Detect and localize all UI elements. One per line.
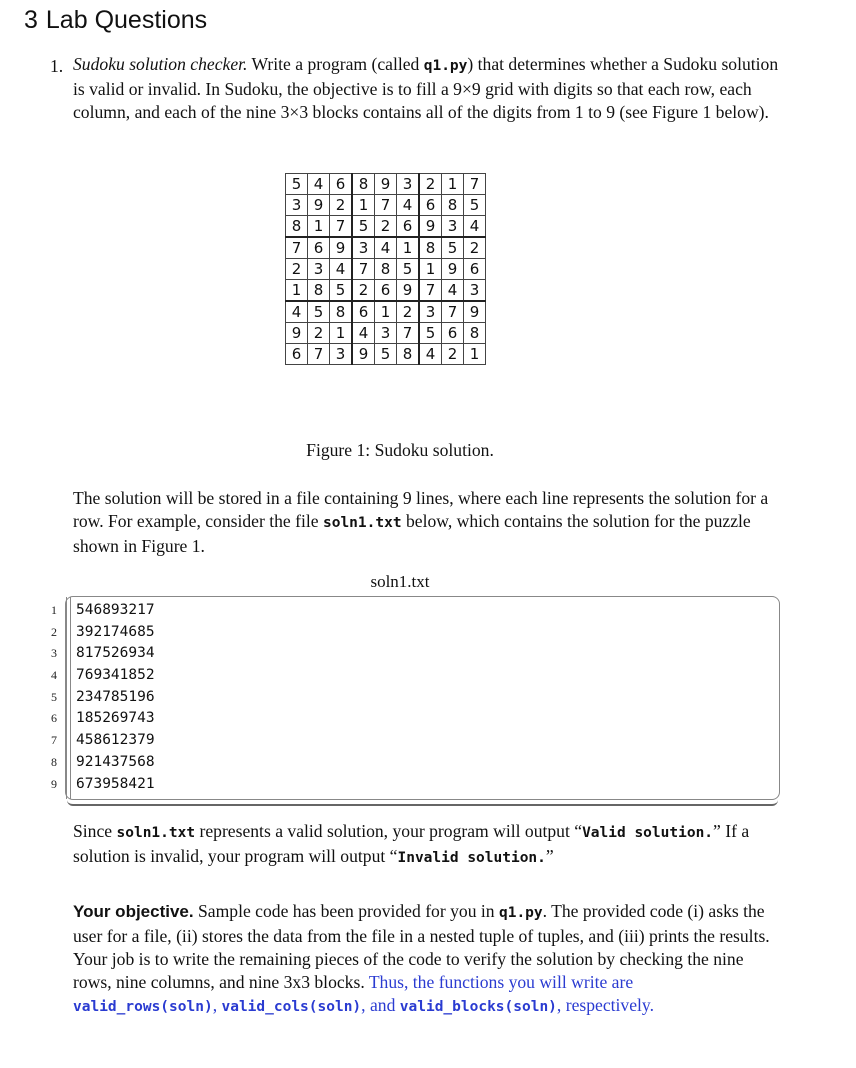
grid-cell: 7: [330, 216, 353, 238]
listing-line: 392174685: [76, 623, 155, 640]
grid-cell: 3: [464, 280, 486, 302]
grid-cell: 6: [286, 344, 308, 365]
grid-cell: 2: [330, 195, 353, 216]
grid-cell: 3: [442, 216, 464, 238]
listing-rule: [70, 597, 71, 799]
grid-cell: 2: [442, 344, 464, 365]
grid-row: [286, 259, 486, 280]
grid-cell: 4: [442, 280, 464, 302]
grid-cell: 9: [286, 323, 308, 344]
grid-cell: 6: [308, 237, 330, 259]
functions-sep-1: ,: [212, 995, 222, 1015]
line-numbers: [30, 600, 57, 795]
listing-line: 769341852: [76, 667, 155, 684]
grid-cell: 4: [464, 216, 486, 238]
question-heading: Sudoku solution checker.: [73, 54, 248, 74]
grid-cell: 4: [397, 195, 420, 216]
line-number: 6: [51, 711, 57, 726]
grid-cell: 5: [419, 323, 442, 344]
objective-text-b: . The provided code (i) asks the user for a file, (ii) stores the data from the file in a nested tuple of tuples, and (iii) prints the results. Your job is to write the remaining pieces of the code to verify the solution by checking the nine rows, nine columns, and nine 3x3 blocks.: [73, 901, 770, 992]
grid-cell: 7: [397, 323, 420, 344]
grid-cell: 5: [397, 259, 420, 280]
grid-cell: 4: [352, 323, 375, 344]
grid-cell: 8: [352, 174, 375, 195]
intro-text-b: ) that determines whether a Sudoku solution is valid or invalid. In Sudoku, the objective is to fill a 9×9 grid with digits so that each row, each column, and each of the nine 3×3 blocks contains all of the digits from 1 to 9 (see Figure 1 below).: [73, 54, 779, 122]
grid-row: [286, 301, 486, 323]
grid-cell: 1: [286, 280, 308, 302]
grid-cell: 3: [308, 259, 330, 280]
listing-line: 921437568: [76, 753, 155, 770]
grid-cell: 5: [442, 237, 464, 259]
para3-text-a: Since: [73, 821, 117, 841]
grid-cell: 2: [286, 259, 308, 280]
para2-text-b: below, which contains the solution for the puzzle shown in Figure 1.: [73, 511, 751, 556]
grid-cell: 7: [464, 174, 486, 195]
func-valid-cols: valid_cols(soln): [221, 999, 362, 1015]
grid-cell: 8: [397, 344, 420, 365]
grid-row: [286, 237, 486, 259]
invalid-output: Invalid solution.: [397, 850, 546, 866]
grid-cell: 3: [397, 174, 420, 195]
grid-cell: 6: [419, 195, 442, 216]
grid-cell: 8: [330, 301, 353, 323]
functions-outro: , respectively.: [556, 995, 654, 1015]
listing-line: 458612379: [76, 732, 155, 749]
line-number: 2: [51, 624, 57, 639]
grid-cell: 5: [375, 344, 397, 365]
line-number: 5: [51, 689, 57, 704]
grid-cell: 5: [286, 174, 308, 195]
grid-cell: 9: [442, 259, 464, 280]
item-number: 1.: [50, 56, 64, 76]
section-title: [24, 6, 207, 35]
valid-output: Valid solution.: [582, 825, 714, 841]
grid-cell: 2: [419, 174, 442, 195]
grid-cell: 6: [375, 280, 397, 302]
listing-lines: [76, 600, 155, 795]
func-valid-rows: valid_rows(soln): [73, 999, 213, 1015]
objective-heading: Your objective.: [73, 902, 194, 921]
grid-cell: 1: [352, 195, 375, 216]
grid-cell: 2: [308, 323, 330, 344]
grid-cell: 9: [464, 301, 486, 323]
para3-text-c: ” If a solution is invalid, your program will output “: [73, 821, 750, 866]
code-listing: [65, 596, 780, 800]
grid-cell: 4: [286, 301, 308, 323]
grid-cell: 6: [442, 323, 464, 344]
functions-intro: Thus, the functions you will write are: [368, 972, 634, 992]
listing-line: 817526934: [76, 645, 155, 662]
grid-cell: 3: [330, 344, 353, 365]
grid-cell: 3: [375, 323, 397, 344]
grid-cell: 1: [419, 259, 442, 280]
line-number: 4: [51, 668, 57, 683]
objective-paragraph: [73, 900, 781, 1019]
listing-bottom-rule: [67, 800, 778, 806]
listing-line: 673958421: [76, 775, 155, 792]
grid-cell: 1: [375, 301, 397, 323]
grid-cell: 5: [464, 195, 486, 216]
para2-text-a: The solution will be stored in a file containing 9 lines, where each line represents the solution for a row. For example, consider the file: [73, 488, 769, 531]
listing-line: 185269743: [76, 710, 155, 727]
intro-text-a: Write a program (called: [247, 54, 424, 74]
grid-cell: 9: [375, 174, 397, 195]
grid-cell: 3: [286, 195, 308, 216]
grid-row: [286, 195, 486, 216]
section-number: 3: [24, 6, 38, 34]
grid-cell: 1: [308, 216, 330, 238]
line-number: 3: [51, 646, 57, 661]
grid-row: [286, 174, 486, 195]
file-name-2: soln1.txt: [116, 825, 196, 841]
grid-cell: 1: [442, 174, 464, 195]
grid-cell: 1: [397, 237, 420, 259]
grid-row: [286, 280, 486, 302]
file-description: [73, 487, 781, 558]
file-name: soln1.txt: [322, 515, 402, 531]
grid-cell: 7: [286, 237, 308, 259]
grid-cell: 8: [442, 195, 464, 216]
grid-cell: 9: [352, 344, 375, 365]
para3-text-b: represents a valid solution, your program will output “: [195, 821, 583, 841]
program-name-2: q1.py: [498, 905, 543, 921]
grid-cell: 8: [308, 280, 330, 302]
line-number: 8: [51, 754, 57, 769]
grid-cell: 5: [308, 301, 330, 323]
grid-cell: 1: [330, 323, 353, 344]
grid-cell: 4: [375, 237, 397, 259]
grid-row: [286, 323, 486, 344]
grid-cell: 5: [352, 216, 375, 238]
functions-sep-2: , and: [361, 995, 400, 1015]
grid-cell: 4: [308, 174, 330, 195]
sudoku-grid: [285, 173, 486, 365]
grid-cell: 2: [464, 237, 486, 259]
grid-cell: 9: [308, 195, 330, 216]
figure-caption: Figure 1: Sudoku solution.: [306, 440, 494, 460]
grid-cell: 8: [419, 237, 442, 259]
listing-filename: soln1.txt: [370, 572, 430, 591]
question-intro: [73, 53, 781, 124]
line-number: 1: [51, 603, 57, 617]
grid-cell: 9: [419, 216, 442, 238]
grid-cell: 7: [375, 195, 397, 216]
grid-cell: 2: [352, 280, 375, 302]
listing-line: 546893217: [76, 602, 155, 618]
grid-cell: 6: [352, 301, 375, 323]
grid-cell: 7: [308, 344, 330, 365]
grid-cell: 7: [442, 301, 464, 323]
grid-cell: 9: [397, 280, 420, 302]
program-name: q1.py: [423, 58, 468, 74]
objective-text-a: Sample code has been provided for you in: [193, 901, 499, 921]
grid-cell: 6: [397, 216, 420, 238]
grid-cell: 7: [352, 259, 375, 280]
grid-cell: 8: [464, 323, 486, 344]
grid-cell: 9: [330, 237, 353, 259]
output-description: [73, 820, 781, 870]
grid-cell: 4: [419, 344, 442, 365]
grid-cell: 1: [464, 344, 486, 365]
grid-cell: 7: [419, 280, 442, 302]
section-title-text: Lab Questions: [45, 6, 208, 34]
listing-line: 234785196: [76, 688, 155, 705]
grid-cell: 3: [352, 237, 375, 259]
grid-cell: 2: [397, 301, 420, 323]
func-valid-blocks: valid_blocks(soln): [399, 999, 557, 1015]
grid-cell: 8: [286, 216, 308, 238]
grid-cell: 8: [375, 259, 397, 280]
grid-cell: 6: [330, 174, 353, 195]
grid-row: [286, 344, 486, 365]
grid-cell: 5: [330, 280, 353, 302]
grid-row: [286, 216, 486, 238]
grid-cell: 2: [375, 216, 397, 238]
grid-cell: 6: [464, 259, 486, 280]
para3-text-d: ”: [545, 846, 554, 866]
grid-cell: 3: [419, 301, 442, 323]
line-number: 7: [51, 733, 57, 748]
grid-cell: 4: [330, 259, 353, 280]
line-number: 9: [51, 776, 57, 791]
